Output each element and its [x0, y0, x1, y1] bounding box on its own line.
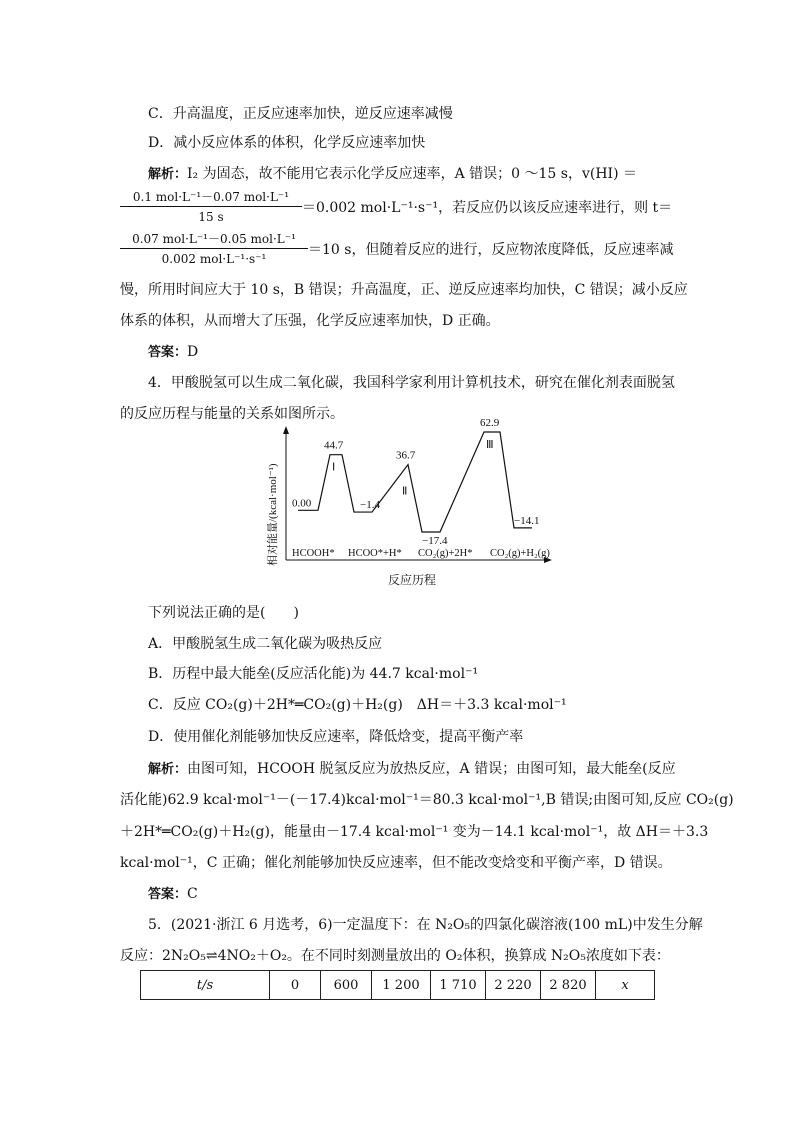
answer-2	[148, 884, 198, 905]
question-5-line-1: 5．(2021·浙江 6 月选考，6)一定温度下：在 N₂O₅的四氯化碳溶液(100 mL)中发生分解	[148, 917, 703, 933]
explanation-2-line-4: kcal·mol⁻¹，C 正确；催化剂能够加快反应速率，但不能改变焓变和平衡产率，D 错误。	[120, 855, 672, 871]
table-cell: 600	[321, 971, 372, 1000]
explanation-2-line-1	[148, 759, 676, 780]
explanation-1-line-2: ＝0.002 mol·L⁻¹·s⁻¹，若反应仍以该反应速率进行，则 t＝	[302, 200, 673, 216]
table-cell: 2 220	[486, 971, 541, 1000]
energy-level-label: 0.00	[292, 497, 312, 510]
question-4-option-a: A．甲酸脱氢生成二氧化碳为吸热反应	[148, 636, 383, 652]
explanation-1-line-4: 慢，所用时间应大于 10 s，B 错误；升高温度，正、逆反应速率均加快，C 错误；减小反应	[120, 282, 688, 298]
explanation-2-line-3: ＋2H*═CO₂(g)＋H₂(g)，能量由－17.4 kcal·mol⁻¹ 变为－14.1 kcal·mol⁻¹，故 ΔH＝＋3.3	[120, 824, 709, 840]
transition-state-value: 44.7	[324, 439, 344, 452]
table-cell: 1 710	[431, 971, 486, 1000]
energy-level-label: −17.4	[422, 535, 448, 547]
answer-1	[148, 342, 198, 363]
energy-profile-chart	[262, 410, 562, 590]
question-5-line-2: 反应：2N₂O₅⇌4NO₂＋O₂。在不同时刻测量放出的 O₂体积，换算成 N₂O₅浓度如下表：	[120, 948, 670, 964]
fraction-1-denominator: 15 s	[198, 210, 224, 224]
explanation-1-line-3: ＝10 s，但随着反应的进行，反应物浓度降低，反应速率减	[308, 242, 674, 258]
question-4-option-b: B．历程中最大能垒(反应活化能)为 44.7 kcal·mol⁻¹	[148, 666, 479, 682]
fraction-2-denominator: 0.002 mol·L⁻¹·s⁻¹	[161, 252, 267, 266]
explanation-label: 解析：	[148, 167, 188, 182]
table-cell: x	[596, 971, 655, 1000]
explanation-text: I₂ 为固态，故不能用它表示化学反应速率，A 错误；0 ～15 s，v(HI) ＝	[187, 166, 637, 182]
question-4-line-1: 4．甲酸脱氢可以生成二氧化碳，我国科学家利用计算机技术，研究在催化剂表面脱氢	[148, 375, 675, 391]
table-row	[141, 971, 655, 1000]
answer-label: 答案：	[148, 345, 188, 360]
explanation-1-line-1	[148, 164, 637, 185]
answer-label: 答案：	[148, 887, 188, 902]
explanation-text: 由图可知，HCOOH 脱氢反应为放热反应，A 错误；由图可知，最大能垒(反应	[187, 761, 676, 777]
table-cell: 1 200	[372, 971, 431, 1000]
fraction-2-bar	[120, 248, 308, 249]
answer-value: C	[187, 886, 198, 902]
table-cell: 0	[270, 971, 321, 1000]
y-axis-label: 相对能量/(kcal·mol⁻¹)	[267, 463, 279, 566]
y-axis-arrow	[283, 426, 289, 434]
transition-state-label: Ⅰ	[332, 461, 336, 474]
table-header-cell: t/s	[141, 971, 270, 1000]
table-cell: 2 820	[541, 971, 596, 1000]
transition-state-value: 62.9	[480, 417, 500, 429]
fraction-1-bar	[120, 206, 302, 207]
x-axis-label: 反应历程	[387, 573, 437, 587]
transition-state-label: Ⅱ	[402, 485, 408, 498]
fraction-2-numerator: 0.07 mol·L⁻¹－0.05 mol·L⁻¹	[132, 232, 296, 246]
transition-state-value: 36.7	[396, 449, 416, 462]
question-4-ask: 下列说法正确的是( )	[148, 605, 299, 621]
energy-level-label: −1.4	[360, 499, 380, 512]
explanation-2-line-2: 活化能)62.9 kcal·mol⁻¹－(－17.4)kcal·mol⁻¹＝80.3 kcal·mol⁻¹,B 错误;由图可知,反应 CO₂(g)	[120, 792, 734, 808]
state-label: CO₂(g)+2H*	[418, 548, 473, 559]
question-4-option-c: C．反应 CO₂(g)＋2H*═CO₂(g)＋H₂(g) ΔH＝＋3.3 kcal·mol⁻¹	[148, 697, 567, 713]
state-label: CO₂(g)+H₂(g)	[490, 548, 550, 559]
transition-state-label: Ⅲ	[486, 439, 494, 451]
option-d: D．减小反应体系的体积，化学反应速率加快	[148, 135, 426, 151]
answer-value: D	[187, 344, 199, 360]
state-label: HCOO*+H*	[348, 548, 402, 559]
question-4-line-2: 的反应历程与能量的关系如图所示。	[120, 406, 344, 422]
explanation-1-line-5: 体系的体积，从而增大了压强，化学反应速率加快，D 正确。	[120, 313, 500, 329]
option-c: C．升高温度，正反应速率加快，逆反应速率减慢	[148, 106, 453, 122]
question-4-option-d: D．使用催化剂能够加快反应速率，降低焓变，提高平衡产率	[148, 729, 524, 745]
explanation-label: 解析：	[148, 762, 188, 777]
concentration-table	[140, 970, 655, 1000]
fraction-1-numerator: 0.1 mol·L⁻¹－0.07 mol·L⁻¹	[132, 190, 290, 204]
energy-level-label: −14.1	[514, 514, 540, 527]
state-label: HCOOH*	[292, 548, 335, 559]
